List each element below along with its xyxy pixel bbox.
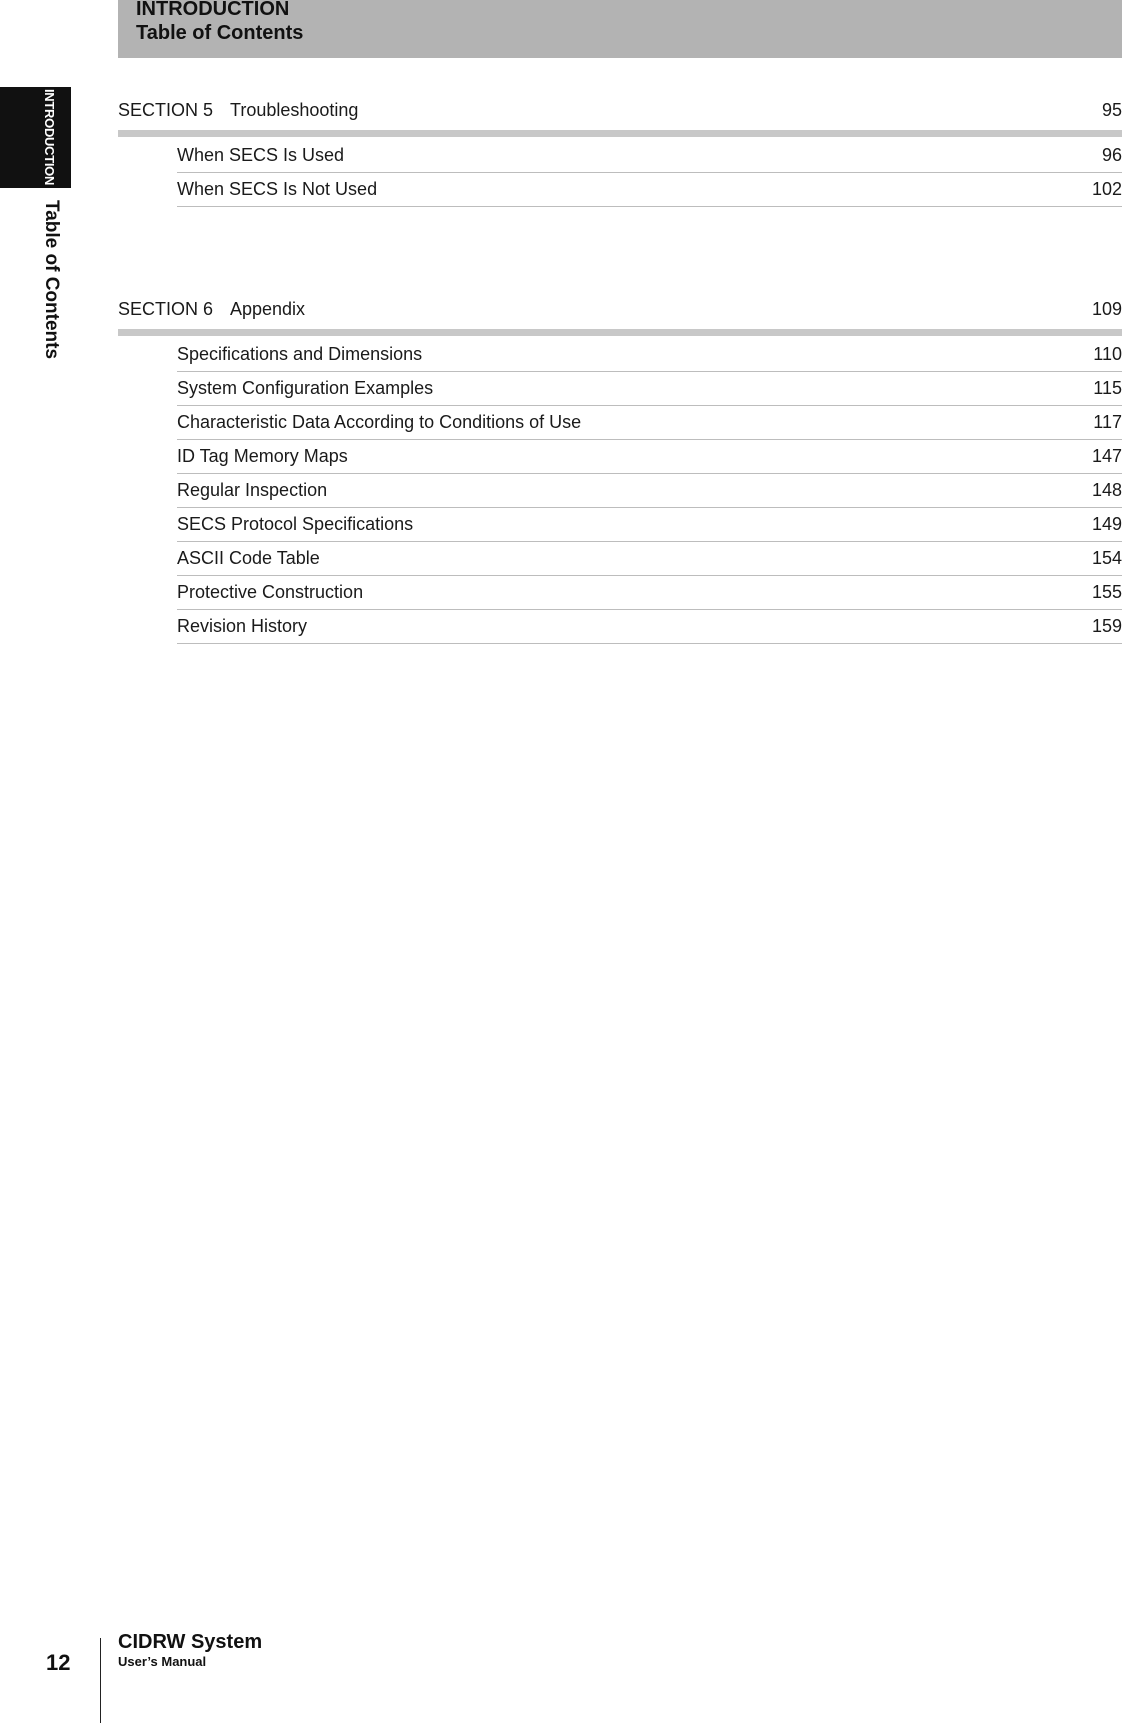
toc-entry[interactable] — [177, 406, 1122, 440]
header-chapter: INTRODUCTION — [136, 0, 290, 20]
toc-entry-page: 115 — [1093, 378, 1122, 398]
side-chapter-tab — [0, 87, 71, 188]
footer-manual-name: User’s Manual — [118, 1654, 207, 1669]
toc-entry-title: Specifications and Dimensions — [177, 344, 423, 364]
toc-section-6 — [118, 299, 1122, 644]
toc-entry[interactable] — [177, 372, 1122, 406]
toc-entry-title: System Configuration Examples — [177, 378, 434, 398]
toc-section-heading[interactable] — [118, 299, 1122, 327]
toc-entry[interactable] — [177, 576, 1122, 610]
toc-entry-title: When SECS Is Used — [177, 145, 345, 165]
toc-entry[interactable] — [177, 338, 1122, 372]
toc-entry-title: Characteristic Data According to Conditions of Use — [177, 412, 582, 432]
toc-entry[interactable] — [177, 173, 1122, 207]
section-number: SECTION 5 — [118, 100, 214, 120]
toc-entry[interactable] — [177, 474, 1122, 508]
toc-section-5 — [118, 100, 1122, 207]
toc-entry-page: 148 — [1091, 480, 1122, 500]
section-title: Troubleshooting — [230, 100, 359, 120]
footer-product-name: CIDRW System — [118, 1631, 263, 1653]
toc-section-heading[interactable] — [118, 100, 1122, 128]
section-number: SECTION 6 — [118, 299, 214, 319]
toc-entry-page: 159 — [1091, 616, 1122, 636]
side-section-title: Table of Contents — [41, 200, 62, 360]
page-header — [118, 0, 1122, 58]
toc-entry-title: SECS Protocol Specifications — [177, 514, 414, 534]
section-page-number: 109 — [1091, 299, 1122, 319]
toc-entry-page: 154 — [1091, 548, 1122, 568]
toc-entry-page: 110 — [1093, 344, 1122, 364]
footer-page-number: 12 — [46, 1650, 71, 1675]
toc-entry-page: 149 — [1091, 514, 1122, 534]
toc-entry-title: Revision History — [177, 616, 308, 636]
toc-entry-list — [177, 139, 1122, 207]
toc-entry-list — [177, 338, 1122, 644]
section-divider-bar — [118, 329, 1122, 336]
toc-entry-page: 155 — [1091, 582, 1122, 602]
toc-entry[interactable] — [177, 542, 1122, 576]
toc-entry[interactable] — [177, 610, 1122, 644]
section-page-number: 95 — [1101, 100, 1122, 120]
toc-entry[interactable] — [177, 440, 1122, 474]
toc-entry-title: Protective Construction — [177, 582, 364, 602]
toc-entry-title: Regular Inspection — [177, 480, 328, 500]
toc-entry-page: 147 — [1091, 446, 1122, 466]
toc-entry-title: When SECS Is Not Used — [177, 179, 378, 199]
header-title: Table of Contents — [136, 22, 304, 44]
toc-entry[interactable] — [177, 508, 1122, 542]
toc-entry-page: 96 — [1101, 145, 1122, 165]
footer-divider — [100, 1638, 101, 1723]
toc-entry-page: 102 — [1091, 179, 1122, 199]
section-title: Appendix — [230, 299, 306, 319]
toc-entry-title: ASCII Code Table — [177, 548, 320, 568]
toc-entry[interactable] — [177, 139, 1122, 173]
section-divider-bar — [118, 130, 1122, 137]
toc-entry-page: 117 — [1093, 412, 1122, 432]
side-chapter-tab-label: INTRODUCTION — [42, 89, 57, 186]
toc-entry-title: ID Tag Memory Maps — [177, 446, 348, 466]
